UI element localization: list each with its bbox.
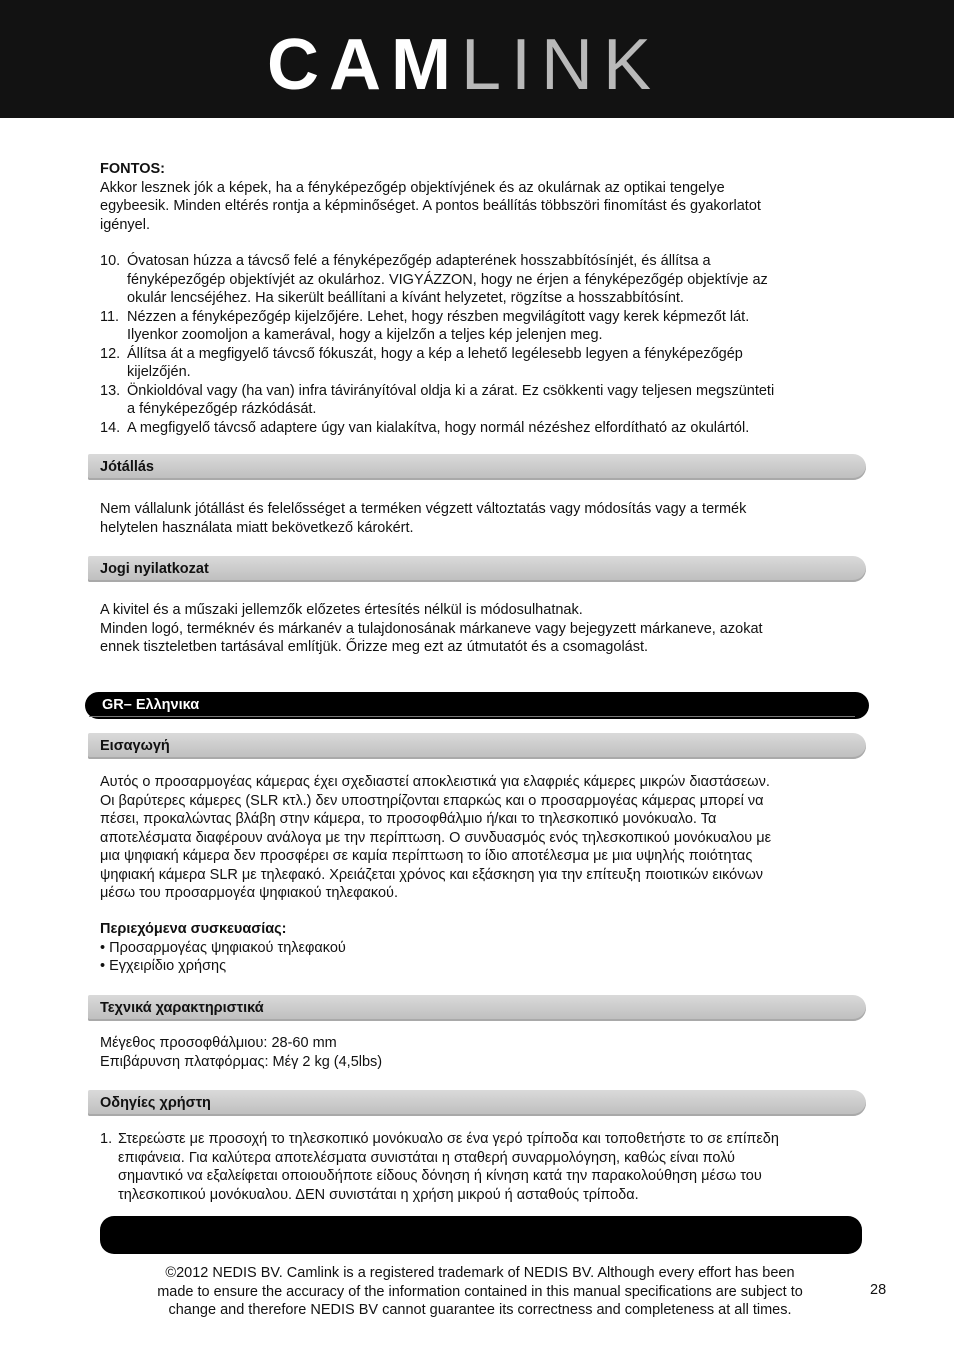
spec-line: Μέγεθος προσοφθάλμιου: 28-60 mm <box>100 1035 337 1051</box>
logo-cam: CAM <box>267 25 461 105</box>
list-item <box>100 345 860 382</box>
language-title: GR– Ελληνικα <box>102 697 200 713</box>
contents-heading: Περιεχόμενα συσκευασίας: <box>100 921 287 937</box>
intro-line: αποτελέσματα διαφέρουν ανάλογα με την περίπτωση. Ο συνδυασμός ενός τηλεσκοπικού μονόκυαλου με <box>100 829 772 846</box>
footer-line: made to ensure the accuracy of the information contained in this manual specifications are subject to <box>157 1283 803 1300</box>
step-line: Στερεώστε με προσοχή το τηλεσκοπικό μονόκυαλο σε ένα γερό τρίποδα και τοποθετήστε το σε επίπεδη <box>118 1131 779 1147</box>
legal-text <box>100 601 850 657</box>
footer-line: change and therefore NEDIS BV cannot guarantee its correctness and completeness at all times. <box>168 1302 792 1318</box>
intro-line: πέσει, προκαλώντας βλάβη στην κάμερα, το προσοφθάλμιο ή/και το τηλεσκοπικό μονόκυαλο. Τα <box>100 811 717 827</box>
footer-line: ©2012 NEDIS BV. Camlink is a registered trademark of NEDIS BV. Although every effort has been <box>165 1265 795 1281</box>
intro-line: Αυτός ο προσαρμογέας κάμερας έχει σχεδιαστεί αποκλειστικά για ελαφριές κάμερες μικρών διαστάσεων. <box>100 774 770 790</box>
step-line: a fényképezőgép rázkódását. <box>127 401 317 417</box>
fontos-heading: FONTOS: <box>100 161 165 177</box>
intro-line: ψηφιακή κάμερα SLR με τηλεφακό. Χρειάζεται χρόνος και εξάσκηση για την επίτευξη ποιοτικών εικόνων <box>100 866 764 883</box>
spec-line: Επιβάρυνση πλατφόρμας: Μέγ 2 kg (4,5lbs) <box>100 1053 383 1070</box>
contents-item: • Προσαρμογέας ψηφιακού τηλεφακού <box>100 939 346 956</box>
camlink-logo <box>267 25 727 105</box>
section-title: Εισαγωγή <box>100 738 170 754</box>
header-band <box>0 0 954 118</box>
language-bar-gr <box>85 692 869 719</box>
step-line: Nézzen a fényképezőgép kijelzőjére. Lehet, hogy részben megvilágított vagy kerek képmezőt lát. <box>127 308 750 325</box>
step-number: 12. <box>100 345 121 362</box>
steps-list-gr <box>100 1130 870 1204</box>
step-number: 1. <box>100 1131 113 1147</box>
step-line: kijelzőjén. <box>127 364 191 380</box>
step-number: 13. <box>100 382 121 399</box>
list-item <box>100 252 860 308</box>
fontos-line: Akkor lesznek jók a képek, ha a fényképezőgép objektívjének és az okulárnak az optikai tengelye <box>100 179 725 196</box>
page-number: 28 <box>870 1282 887 1298</box>
legal-line: A kivitel és a műszaki jellemzők előzetes értesítés nélkül is módosulhatnak. <box>100 602 583 618</box>
step-line: Ilyenkor zoomoljon a kamerával, hogy a kijelzőn a teljes kép jelenjen meg. <box>127 327 603 343</box>
step-line: fényképezőgép objektívjét az okulárhoz. VIGYÁZZON, hogy ne érjen a fényképezőgép objektívje az <box>127 271 768 288</box>
legal-line: ennek tiszteletben tartásával említjük. Őrizze meg ezt az útmutatót és a csomagolást. <box>100 639 649 655</box>
section-title: Τεχνικά χαρακτηριστικά <box>100 1000 264 1016</box>
package-contents <box>100 920 850 976</box>
list-item <box>100 308 860 345</box>
section-title: Οδηγίες χρήστη <box>100 1095 211 1111</box>
steps-list-hu <box>100 252 860 437</box>
step-line: επιφάνεια. Για καλύτερα αποτελέσματα συνιστάται η σταθερή συναρμολόγηση, καθώς είναι πολύ <box>118 1149 735 1166</box>
section-bar-legal <box>88 556 866 582</box>
footer-copyright <box>110 1264 850 1320</box>
step-number: 11. <box>100 308 120 325</box>
specs-text <box>100 1034 850 1071</box>
intro-line: μια ψηφιακή κάμερα δεν προσφέρει σε καμία περίπτωση το ίδιο αποτέλεσμα με μια υψηλής ποιότητας <box>100 848 753 864</box>
legal-line: Minden logó, terméknév és márkanév a tulajdonosának márkaneve vagy bejegyzett márkaneve, azokat <box>100 620 763 637</box>
logo-link: LINK <box>460 25 662 105</box>
footer-bar <box>100 1216 862 1254</box>
language-bar-underline <box>89 695 855 717</box>
list-item <box>100 382 860 419</box>
fontos-line: igényel. <box>100 216 150 233</box>
section-title: Jótállás <box>100 459 154 475</box>
fontos-block <box>100 160 850 234</box>
intro-line: Οι βαρύτερες κάμερες (SLR κτλ.) δεν υποστηρίζονται επαρκώς και ο προσαρμογέας κάμερας μπορεί να <box>100 792 764 809</box>
fontos-line: egybeesik. Minden eltérés rontja a képminőséget. A pontos beállítás többszöri finomítást és gyakorlatot <box>100 198 761 214</box>
step-line: A megfigyelő távcső adaptere úgy van kialakítva, hogy normál nézéshez elfordítható az okulártól. <box>127 419 750 436</box>
step-line: τηλεσκοπικού μονόκυαλου. ΔΕΝ συνιστάται η χρήση μικρού ή ασταθούς τρίποδα. <box>118 1186 639 1203</box>
step-line: Állítsa át a megfigyelő távcső fókuszát, hogy a kép a lehető legélesebb legyen a fényképezőgép <box>127 345 743 362</box>
section-title: Jogi nyilatkozat <box>100 561 209 577</box>
warranty-line: Nem vállalunk jótállást és felelősséget a terméken végzett változtatás vagy módosítás vagy a termék <box>100 501 747 517</box>
intro-text <box>100 773 850 903</box>
step-line: Óvatosan húzza a távcső felé a fényképezőgép adapterének hosszabbítósínjét, és állítsa a <box>127 253 711 269</box>
section-bar-intro <box>88 733 866 759</box>
section-bar-specs <box>88 995 866 1021</box>
step-line: σημαντικό να εξαλείφεται οποιουδήποτε είδους δόνηση ή κίνηση κατά την παρακολούθηση μέσω του <box>118 1168 762 1184</box>
section-bar-manual <box>88 1090 866 1116</box>
intro-line: μέσω του προσαρμογέα ψηφιακού τηλεφακού. <box>100 885 398 901</box>
warranty-text <box>100 500 850 537</box>
warranty-line: helytelen használata miatt bekövetkező károkért. <box>100 519 414 536</box>
list-item <box>100 1130 870 1204</box>
step-number: 10. <box>100 253 121 269</box>
step-number: 14. <box>100 419 121 436</box>
section-bar-warranty <box>88 454 866 480</box>
list-item <box>100 419 860 438</box>
step-line: okulár lencséjéhez. Ha sikerült beállítani a kívánt helyzetet, rögzítse a hosszabbítósínt. <box>127 290 684 306</box>
contents-item: • Εγχειρίδιο χρήσης <box>100 958 227 974</box>
step-line: Önkioldóval vagy (ha van) infra távirányítóval oldja ki a zárat. Ez csökkenti vagy teljesen megszünteti <box>127 382 775 399</box>
